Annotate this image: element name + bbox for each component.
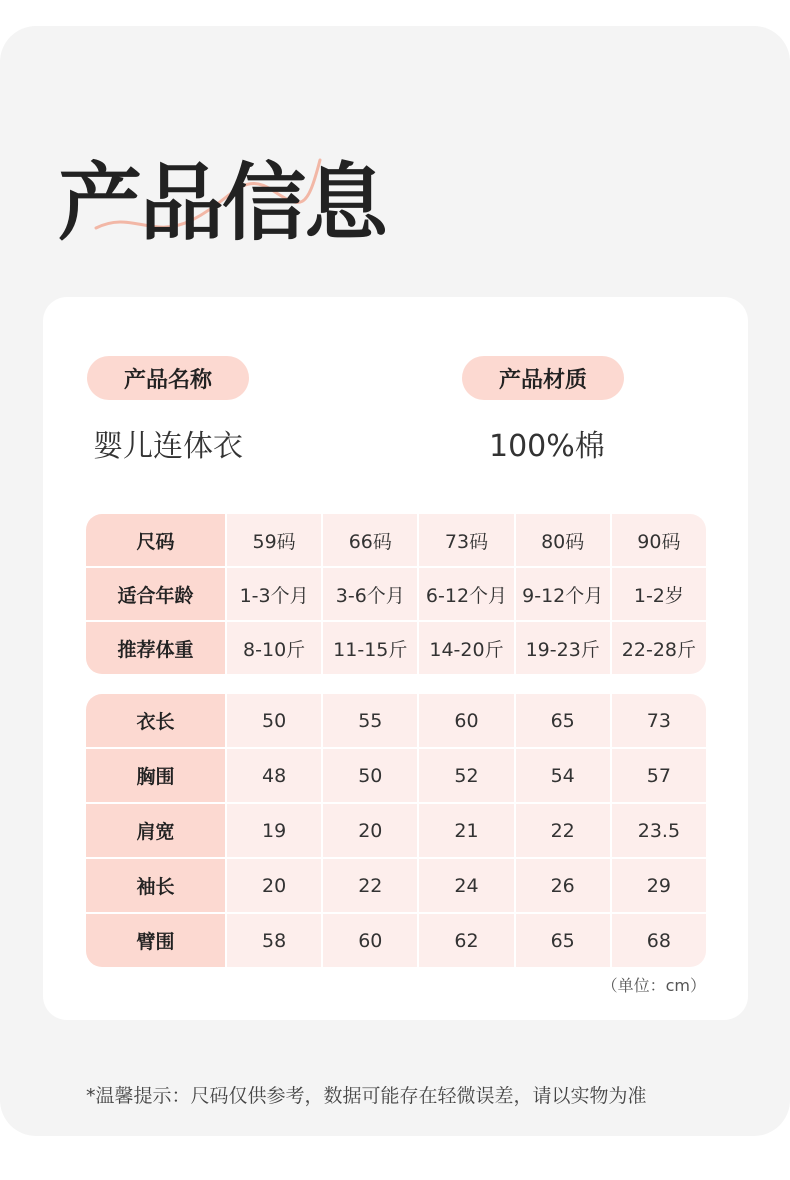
table-cell: 24	[419, 859, 513, 912]
page-title: 产品信息	[58, 154, 387, 252]
table-cell: 59码	[227, 514, 321, 566]
table-cell: 65	[516, 694, 610, 747]
row-header: 尺码	[86, 514, 225, 566]
table-cell: 80码	[516, 514, 610, 566]
table-cell: 1-2岁	[612, 568, 706, 620]
table-cell: 23.5	[612, 804, 706, 857]
table-cell: 6-12个月	[419, 568, 513, 620]
table-cell: 8-10斤	[227, 622, 321, 674]
tip-text: *温馨提示：尺码仅供参考，数据可能存在轻微误差，请以实物为准	[86, 1085, 647, 1107]
table-cell: 90码	[612, 514, 706, 566]
measurement-table	[86, 694, 706, 967]
size-table	[86, 514, 706, 674]
row-header: 适合年龄	[86, 568, 225, 620]
unit-note: （单位：cm）	[601, 976, 706, 995]
row-header: 推荐体重	[86, 622, 225, 674]
table-cell: 60	[419, 694, 513, 747]
row-header: 臂围	[86, 914, 225, 967]
table-cell: 50	[323, 749, 417, 802]
table-cell: 14-20斤	[419, 622, 513, 674]
row-header: 肩宽	[86, 804, 225, 857]
table-cell: 73	[612, 694, 706, 747]
table-cell: 19	[227, 804, 321, 857]
table-cell: 50	[227, 694, 321, 747]
table-cell: 20	[227, 859, 321, 912]
table-cell: 3-6个月	[323, 568, 417, 620]
table-cell: 65	[516, 914, 610, 967]
table-cell: 68	[612, 914, 706, 967]
table-cell: 19-23斤	[516, 622, 610, 674]
product-name-label: 产品名称	[87, 356, 249, 400]
table-cell: 9-12个月	[516, 568, 610, 620]
table-cell: 29	[612, 859, 706, 912]
product-material-value: 100%棉	[489, 429, 605, 464]
table-cell: 22-28斤	[612, 622, 706, 674]
table-cell: 58	[227, 914, 321, 967]
product-name-value: 婴儿连体衣	[93, 429, 243, 464]
table-cell: 52	[419, 749, 513, 802]
product-info-card	[43, 297, 748, 1020]
table-cell: 26	[516, 859, 610, 912]
table-cell: 60	[323, 914, 417, 967]
product-material-label: 产品材质	[462, 356, 624, 400]
table-cell: 73码	[419, 514, 513, 566]
row-header: 衣长	[86, 694, 225, 747]
row-header: 袖长	[86, 859, 225, 912]
table-cell: 11-15斤	[323, 622, 417, 674]
table-cell: 62	[419, 914, 513, 967]
table-cell: 20	[323, 804, 417, 857]
row-header: 胸围	[86, 749, 225, 802]
table-cell: 55	[323, 694, 417, 747]
table-cell: 66码	[323, 514, 417, 566]
table-cell: 22	[323, 859, 417, 912]
table-cell: 57	[612, 749, 706, 802]
table-cell: 48	[227, 749, 321, 802]
info-panel	[0, 26, 790, 1136]
table-cell: 54	[516, 749, 610, 802]
table-cell: 22	[516, 804, 610, 857]
table-cell: 1-3个月	[227, 568, 321, 620]
table-cell: 21	[419, 804, 513, 857]
